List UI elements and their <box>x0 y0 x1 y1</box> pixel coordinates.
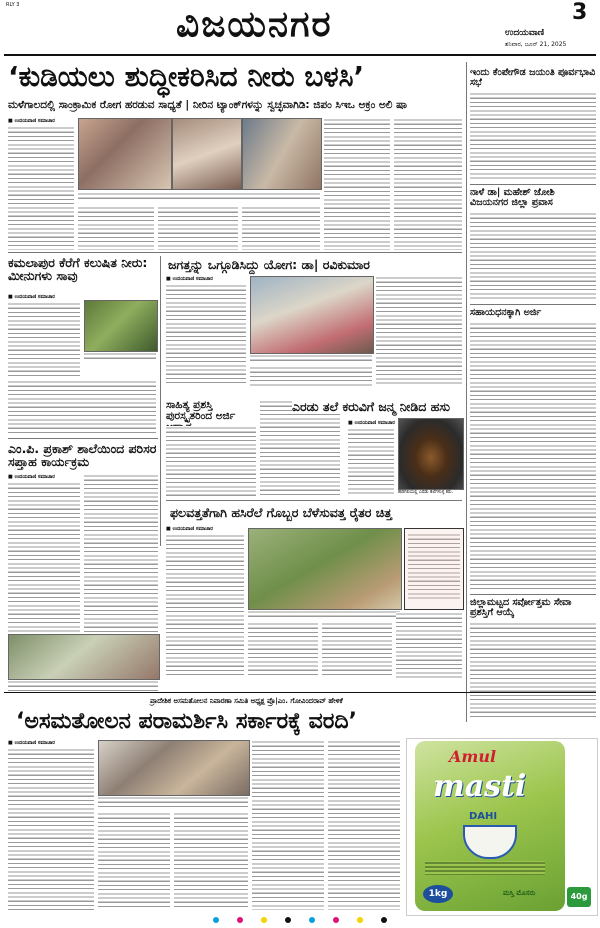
right-rule-1 <box>470 184 596 185</box>
main-text-col4 <box>242 206 320 250</box>
right-text-2 <box>470 212 596 300</box>
quote-text <box>408 533 460 599</box>
farmer-text-3 <box>322 622 392 678</box>
farmer-text-1 <box>166 534 244 678</box>
ad-text-strip <box>425 861 545 875</box>
dahi-label: DAHI <box>469 811 498 822</box>
main-text-col3 <box>158 206 238 250</box>
bottom-kicker: ಪ್ರಾದೇಶಿಕ ಅಸಮತೋಲನ ನಿವಾರಣಾ ಸಮಿತಿ ಅಧ್ಯಕ್ಷ ಪ್ರೊ|ಎಂ. ಗೋವಿಂದರಾವ್ ಹೇಳಿಕೆ <box>150 697 343 705</box>
main-photo-3 <box>242 118 322 190</box>
farmer-text-2 <box>248 622 318 678</box>
main-bottom-rule <box>8 252 462 253</box>
bottom-headline: ‘ಅಸಮತೋಲನ ಪರಾಮರ್ಶಿಸಿ ಸರ್ಕಾರಕ್ಕೆ ವರದಿ’ <box>16 709 357 734</box>
right-rule-2 <box>470 304 596 305</box>
cow-caption: ಹಡಗಲಿಯಲ್ಲಿ ಎರಡು ತಲೆಗಳುಳ್ಳ ಕರು. <box>398 490 454 495</box>
page-number: 3 <box>572 0 588 25</box>
cow-photo <box>398 418 464 490</box>
farmer-photo <box>248 528 402 610</box>
right-headline-4: ಜಿಲ್ಲಾಮಟ್ಟದ ಸರ್ವೋತ್ತಮ ಸೇವಾ ಪ್ರಶಸ್ತಿಗೆ ಆಯ್ಕೆ <box>470 597 572 618</box>
right-column-rule <box>466 62 467 722</box>
kamala-text-2 <box>8 380 156 436</box>
main-text-col1 <box>8 126 74 250</box>
school-photo <box>8 634 160 680</box>
sahitya-text-2 <box>260 400 340 496</box>
kamala-photo <box>84 300 158 352</box>
kamala-caption <box>84 352 156 360</box>
masti-logo: masti <box>433 769 527 804</box>
right-headline-1: ಇಂದು ಕೆಂಪೇಗೌಡ ಜಯಂತಿ ಪೂರ್ವಭಾವಿ ಸಭೆ <box>470 67 596 88</box>
ad-side-text: ಮಸ್ತಿ ಮೊಸರು <box>503 889 536 897</box>
right-text-1 <box>470 92 596 180</box>
date: ಶನಿವಾರ, ಜೂನ್ 21, 2025 <box>505 41 567 48</box>
right-text-4 <box>470 622 596 720</box>
sahitya-headline: ಸಾಹಿತ್ಯ ಪ್ರಶಸ್ತಿ ಪುರಸ್ಕೃತರಿಂದ ಅರ್ಜಿ <box>166 399 236 423</box>
bottom-text-4 <box>252 740 324 910</box>
farmer-caption <box>248 610 400 620</box>
bottom-top-rule <box>4 692 596 693</box>
bottom-text-3 <box>174 812 248 910</box>
yoga-text-2 <box>376 276 462 386</box>
right-headline-2: ನಾಳೆ ಡಾ| ಮಹೇಶ್ ಜೋಶಿ ವಿಜಯನಗರ ಜಿಲ್ಲಾ ಪ್ರವಾಸ <box>470 187 555 208</box>
bottom-caption <box>98 796 248 808</box>
main-text-col2 <box>78 206 154 250</box>
main-text-col5 <box>324 118 390 250</box>
school-text-1 <box>8 482 80 632</box>
right-headline-3: ಸಹಾಯಧನಕ್ಕಾಗಿ ಅರ್ಜಿ <box>470 307 542 318</box>
main-byline: ■ ಉದಯವಾಣಿ ಸಮಾಚಾರ <box>8 118 55 124</box>
yoga-text-1 <box>166 284 246 386</box>
right-text-3 <box>470 322 596 590</box>
kamala-byline: ■ ಉದಯವಾಣಿ ಸಮಾಚಾರ <box>8 294 55 300</box>
main-photo-1 <box>78 118 172 190</box>
bottom-photo <box>98 740 250 796</box>
small-pack-badge: 40g <box>567 887 591 907</box>
yoga-headline: ಜಗತ್ತನ್ನು ಒಗ್ಗೂಡಿಸಿದ್ದು ಯೋಗ: ಡಾ| ರವಿಕುಮಾರ <box>168 257 370 272</box>
school-text-2 <box>84 474 158 632</box>
bottom-text-5 <box>328 740 400 910</box>
sahitya-text-1 <box>166 426 256 496</box>
weight-badge: 1kg <box>423 885 453 903</box>
school-caption <box>8 680 158 692</box>
farmer-byline: ■ ಉದಯವಾಣಿ ಸಮಾಚಾರ <box>166 526 213 532</box>
section-title: ವಿಜಯನಗರ <box>176 4 333 45</box>
registration-marks <box>90 917 510 925</box>
bottom-byline: ■ ಉದಯವಾಣಿ ಸಮಾಚಾರ <box>8 740 55 746</box>
yoga-text-3 <box>250 366 372 386</box>
school-top-rule <box>8 438 158 439</box>
page-code: RLY 3 <box>6 2 20 8</box>
main-text-col6 <box>394 118 462 250</box>
amul-logo: Amul <box>449 747 497 766</box>
cow-bottom-rule <box>166 500 462 501</box>
school-headline: ಎಂ.ಪಿ. ಪ್ರಕಾಶ್ ಶಾಲೆಯಿಂದ ಪರಿಸರ ಸಪ್ತಾಹ ಕಾರ್ಯಕ್ರಮ <box>8 441 157 470</box>
bottom-text-1 <box>8 748 94 910</box>
yoga-photo <box>250 276 374 354</box>
cow-text <box>348 428 394 496</box>
main-photo-2 <box>172 118 242 190</box>
kamala-rule <box>160 256 161 546</box>
main-subhead: ಮಳೆಗಾಲದಲ್ಲಿ ಸಾಂಕ್ರಾಮಿಕ ರೋಗ ಹರಡುವ ಸಾಧ್ಯತೆ | ನೀರಿನ ಟ್ಯಾಂಕ್‌ಗಳನ್ನು ಸ್ವಚ್ಛವಾಗಿಡಿ: ಜಿಪಂ ಸಿಇಒ ಅಕ್ರಂ ಅಲಿ ಷಾ <box>8 99 407 111</box>
bottom-text-2 <box>98 812 170 910</box>
school-byline: ■ ಉದಯವಾಣಿ ಸಮಾಚಾರ <box>8 474 55 480</box>
farmer-text-4 <box>396 612 462 678</box>
cow-byline: ■ ಉದಯವಾಣಿ ಸಮಾಚಾರ <box>348 420 395 426</box>
farmer-quote-box <box>404 528 464 610</box>
masthead-rule <box>4 54 596 56</box>
right-rule-3 <box>470 594 596 595</box>
farmer-headline: ಫಲವತ್ತತೆಗಾಗಿ ಹಸಿರೆಲೆ ಗೊಬ್ಬರ ಬೆಳೆಸುವತ್ತ ರೈತರ ಚಿತ್ತ <box>170 505 392 520</box>
paper-name: ಉದಯವಾಣಿ <box>505 28 545 38</box>
amul-ad <box>406 738 598 916</box>
main-photo-caption <box>78 192 320 202</box>
kamala-headline: ಕಮಲಾಪುರ ಕೆರೆಗೆ ಕಲುಷಿತ ನೀರು: ಮೀನುಗಳು ಸಾವು <box>8 255 148 284</box>
yoga-byline: ■ ಉದಯವಾಣಿ ಸಮಾಚಾರ <box>166 276 213 282</box>
main-headline: ‘ಕುಡಿಯಲು ಶುದ್ಧೀಕರಿಸಿದ ನೀರು ಬಳಸಿ’ <box>8 60 365 93</box>
yoga-caption <box>250 354 372 364</box>
kamala-text-1 <box>8 302 80 378</box>
cow-headline: ಎರಡು ತಲೆ ಕರುವಿಗೆ ಜನ್ಮ ನೀಡಿದ ಹಸು <box>292 399 450 414</box>
